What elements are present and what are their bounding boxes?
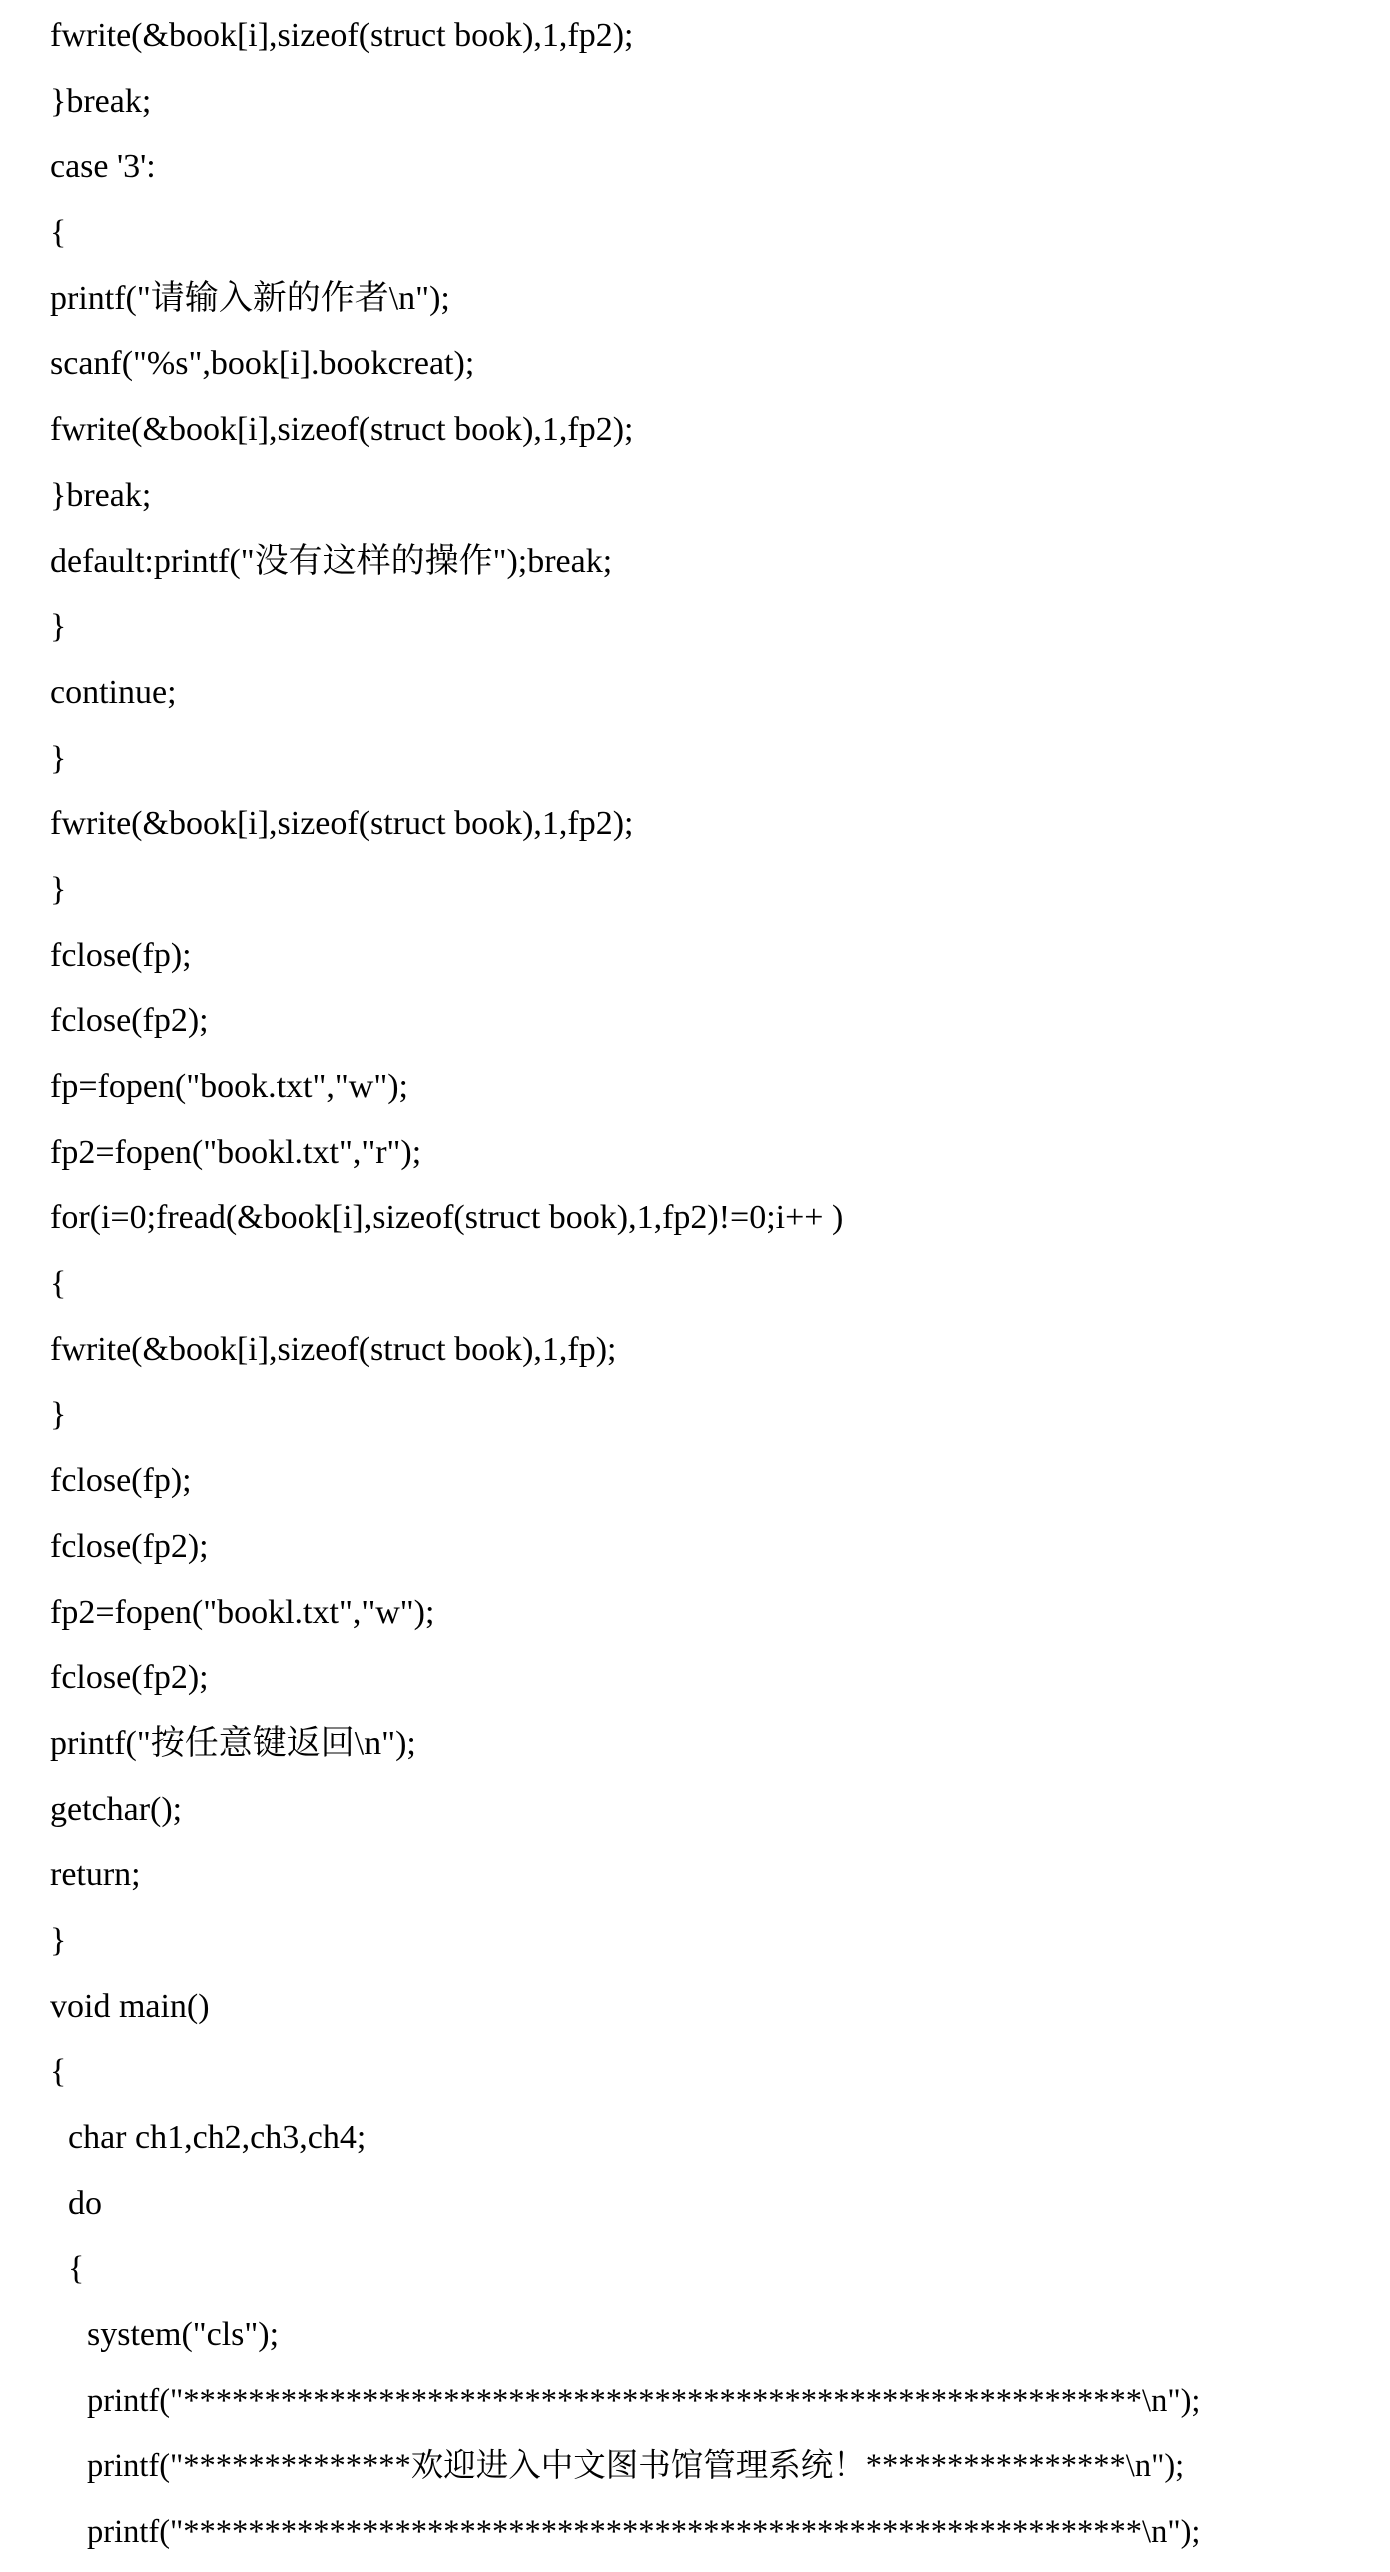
code-line: fclose(fp2); xyxy=(50,1002,209,1040)
code-line: }break; xyxy=(50,82,152,120)
code-line: char ch1,ch2,ch3,ch4; xyxy=(68,2119,367,2156)
code-line: getchar(); xyxy=(50,1790,183,1828)
code-line: } xyxy=(50,870,67,908)
code-line: } xyxy=(50,1396,67,1434)
code-line: fclose(fp2); xyxy=(50,1659,209,1697)
code-line: fclose(fp2); xyxy=(50,1527,209,1565)
code-line: } xyxy=(50,1921,67,1959)
code-line: fclose(fp); xyxy=(50,936,192,974)
code-line: }break; xyxy=(50,476,152,514)
code-line: fwrite(&book[i],sizeof(struct book),1,fp2); xyxy=(50,805,634,843)
code-line: fwrite(&book[i],sizeof(struct book),1,fp2); xyxy=(50,17,634,54)
code-line: printf("请输入新的作者\n"); xyxy=(50,279,450,317)
code-line: { xyxy=(50,1265,67,1303)
code-line: void main() xyxy=(50,1987,210,2025)
code-line: continue; xyxy=(50,673,177,711)
code-line: fp2=fopen("bookl.txt","r"); xyxy=(50,1133,422,1171)
code-line: printf("***********************************************************\n"); xyxy=(87,2514,1201,2551)
code-line: } xyxy=(50,739,67,777)
code-line: default:printf("没有这样的操作");break; xyxy=(50,542,613,580)
code-line: printf("***********************************************************\n"); xyxy=(87,2382,1201,2419)
code-line: { xyxy=(50,2053,67,2091)
code-line: fclose(fp); xyxy=(50,1462,192,1500)
code-line: case '3': xyxy=(50,148,156,186)
code-line: } xyxy=(50,608,67,646)
code-line: { xyxy=(68,2250,85,2288)
code-line: { xyxy=(50,214,67,252)
code-line: do xyxy=(68,2184,102,2222)
code-line: return; xyxy=(50,1856,141,1894)
code-line: fp2=fopen("bookl.txt","w"); xyxy=(50,1593,435,1631)
code-line: system("cls"); xyxy=(87,2316,280,2354)
code-line: printf("按任意键返回\n"); xyxy=(50,1724,416,1762)
code-line: for(i=0;fread(&book[i],sizeof(struct book),1,fp2)!=0;i++ ) xyxy=(50,1199,844,1237)
code-line: fwrite(&book[i],sizeof(struct book),1,fp); xyxy=(50,1330,617,1368)
code-line: scanf("%s",book[i].bookcreat); xyxy=(50,345,475,383)
code-line: fwrite(&book[i],sizeof(struct book),1,fp2); xyxy=(50,411,634,449)
code-line: printf("**************欢迎进入中文图书馆管理系统！****************\n"); xyxy=(87,2448,1185,2485)
code-line: fp=fopen("book.txt","w"); xyxy=(50,1068,408,1105)
